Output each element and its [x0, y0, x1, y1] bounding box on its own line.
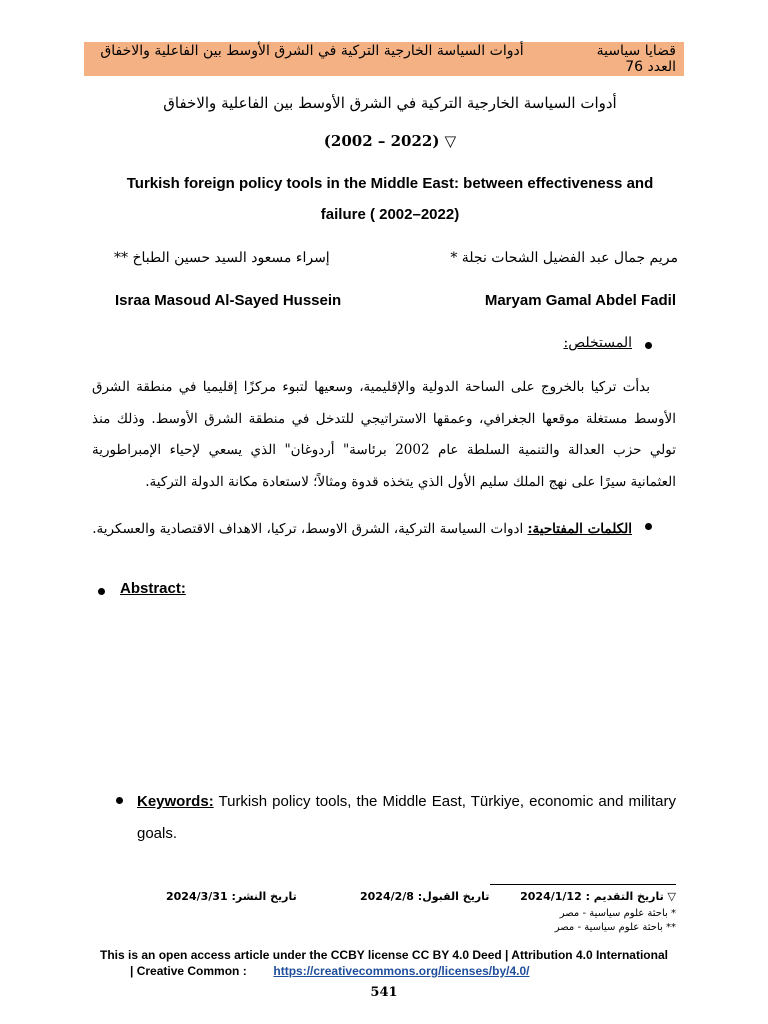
bullet-icon — [645, 523, 652, 530]
english-keywords — [137, 786, 676, 850]
acceptance-date: تاريخ القبول: 2024/2/8 — [360, 890, 490, 903]
arabic-abstract-heading: المستخلص: — [563, 335, 632, 351]
publication-date: تاريخ النشر: 2024/3/31 — [166, 890, 297, 903]
bullet-icon — [116, 797, 123, 804]
license-statement: This is an open access article under the CCBY license CC BY 4.0 Deed | Attribution 4.0 International — [100, 948, 668, 962]
page-number: 541 — [370, 985, 398, 1000]
submission-date: ▽ تاريخ التقديم : 2024/1/12 — [520, 890, 676, 903]
arabic-title-years: (2002 – 2022) ▽ — [323, 132, 457, 150]
arabic-keywords-text: ادوات السياسة التركية، الشرق الاوسط، تركيا، الاهداف الاقتصادية والعسكرية. — [92, 521, 528, 537]
arabic-keywords-label: الكلمات المفتاحية: — [527, 521, 632, 537]
issue-number: العدد 76 — [625, 59, 676, 75]
author2-english: Israa Masoud Al-Sayed Hussein — [115, 292, 342, 309]
arabic-keywords — [92, 512, 632, 547]
footnote-divider — [490, 884, 676, 885]
bullet-icon — [645, 342, 652, 349]
license-prefix: | Creative Common : — [130, 964, 251, 978]
author2-arabic: إسراء مسعود السيد حسين الطباخ ** — [114, 250, 330, 266]
english-title-line2: failure ( 2002–2022) — [320, 206, 460, 223]
license-link[interactable]: https://creativecommons.org/licenses/by/4.0/ — [273, 964, 530, 978]
bullet-icon — [98, 588, 105, 595]
journal-title: قضايا سياسية — [596, 43, 676, 59]
footnote-author2: ** باحثة علوم سياسية - مصر — [554, 922, 676, 933]
english-abstract-heading: Abstract: — [120, 580, 186, 597]
journal-name — [536, 43, 676, 75]
arabic-title: أدوات السياسة الخارجية التركية في الشرق الأوسط بين الفاعلية والاخفاق — [163, 94, 617, 112]
english-title-line1: Turkish foreign policy tools in the Middle East: between effectiveness and — [126, 175, 654, 192]
footnote-author1: * باحثة علوم سياسية - مصر — [559, 908, 676, 919]
english-keywords-label: Keywords: — [137, 793, 214, 810]
license-line2 — [130, 964, 529, 978]
arabic-abstract-body — [92, 372, 676, 498]
author1-english: Maryam Gamal Abdel Fadil — [484, 292, 676, 309]
author1-arabic: مريم جمال عبد الفضيل الشحات نجلة * — [450, 250, 678, 266]
english-keywords-text: Turkish policy tools, the Middle East, Türkiye, economic and military goals. — [137, 793, 676, 842]
running-header — [84, 42, 684, 76]
running-title: أدوات السياسة الخارجية التركية في الشرق الأوسط بين الفاعلية والاخفاق — [100, 43, 524, 59]
arabic-abstract-text: بدأت تركيا بالخروج على الساحة الدولية والإقليمية، وسعيها لتبوء مركزًا إقليميا في منطقة الشرق الأوسط مستغلة موقعها الجغرافي، وعمقها الاستراتيجي للتدخل في منطقة الشرق الأوسط. وذلك منذ تولي حزب العدالة والتنمية السلطة عام 2002 برئاسة" أردوغان" الذي يسعي لإحياء الإمبراطورية العثمانية سيرًا على نهج الملك سليم الأول الذي يتخذه قدوة ومثالاً؛ لاستعادة مكانة الدولة التركية. — [92, 379, 677, 490]
